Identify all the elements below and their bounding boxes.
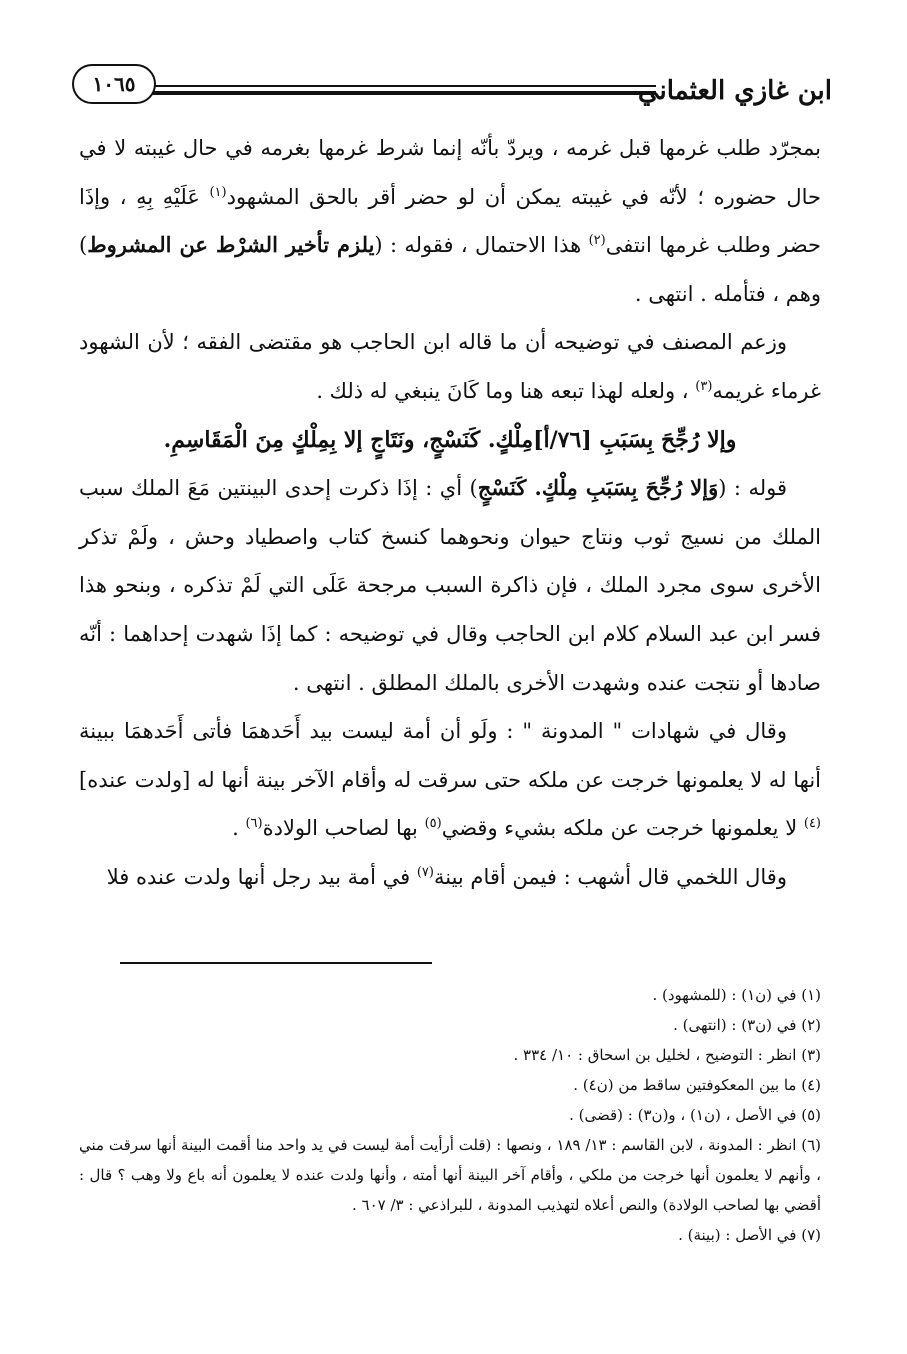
footnotes: [79, 980, 821, 1250]
paragraph-1: [79, 124, 821, 318]
paragraph-text: ) أي : إذَا ذكرت إحدى البينتين مَعَ الملك سبب الملك من نسيج ثوب ونتاج حيوان ونحوهما كنسخ كتاب واصطياد وحش ، ولَمْ تذكر الأخرى سوى مجرد الملك ، فإن ذاكرة السبب مرجحة عَلَى التي لَمْ تذكره ، وبنحو هذا فسر ابن عبد السلام كلام ابن الحاجب وقال في توضيحه : كما إذَا شهدت إحداهما : أنّه صادها أو نتجت عنده وشهدت الأخرى بالملك المطلق . انتهى .: [79, 476, 821, 695]
paragraph-text: ) وهم ، فتأمله . انتهى .: [79, 233, 821, 306]
paragraph-text: لا يعلمونها خرجت عن ملكه بشيء وقضي: [441, 816, 804, 841]
footnote-ref-6: (٦): [245, 816, 263, 832]
footnote-2: (٢) في (ن٣) : (انتهى) .: [673, 1016, 821, 1034]
matn-verse: وإلا رُجِّحَ بِسَبَبِ [٧٦/أ]مِلْكٍ. كَنَسْجٍ، ونَتَاجٍ إلا بِمِلْكٍ مِنَ الْمَقَاسِمِ.: [163, 426, 737, 453]
paragraph-text: في أمة بيد رجل أنها ولدت عنده فلا: [106, 864, 417, 889]
footnote-ref-7: (٧): [416, 864, 434, 880]
header-rule: [152, 85, 656, 87]
page-number: ١٠٦٥: [72, 64, 156, 104]
footnote-6: (٦) انظر : المدونة ، لابن القاسم : ١٣/ ١٨٩ ، ونصها : (قلت أرأيت أمة ليست في يد واحد منا أقمت البينة أنها سرقت مني ، وأنهم لا يعلمون أنها خرجت من ملكي ، وأقام آخر البينة أنها أمته ، وأنها ولدت عنده لا يعلمون أنه باع ولا وهب ؟ قال : أقضي بها لصاحب الولادة) والنص أعلاه لتهذيب المدونة ، للبراذعي : ٣/ ٦٠٧ .: [79, 1136, 821, 1214]
paragraph-text: وزعم المصنف في توضيحه أن ما قاله ابن الحاجب هو مقتضى الفقه ؛ لأن الشهود غرماء غريمه: [79, 330, 821, 403]
footnote-separator: [120, 962, 432, 964]
quoted-text: يلزم تأخير الشرْط عن المشروط: [87, 232, 375, 258]
paragraph-3: [79, 464, 821, 707]
footnote-4: (٤) ما بين المعكوفتين ساقط من (ن٤) .: [573, 1076, 821, 1094]
paragraph-text: هذا الاحتمال ، فقوله : (: [374, 233, 589, 258]
running-title: ابن غازي العثماني: [637, 76, 832, 106]
page-header: [72, 58, 832, 118]
footnote-3: (٣) انظر : التوضيح ، لخليل بن اسحاق : ١٠/ ٣٣٤ .: [513, 1046, 821, 1064]
footnote-ref-5: (٥): [424, 816, 442, 832]
footnote-ref-3: (٣): [695, 378, 713, 394]
paragraph-text: قوله : (: [718, 476, 788, 501]
paragraph-text: ، ولعله لهذا تبعه هنا وما كَانَ ينبغي له ذلك .: [316, 378, 696, 403]
quoted-text: وَإلا رُجِّحَ بِسَبَبِ مِلْكٍ. كَنَسْجٍ: [477, 475, 719, 501]
footnote-ref-4: (٤): [803, 816, 821, 832]
paragraph-5: [79, 853, 821, 902]
paragraph-text: وقال اللخمي قال أشهب : فيمن أقام بينة: [433, 864, 787, 889]
paragraph-text: .: [232, 816, 246, 841]
footnote-7: (٧) في الأصل : (بينة) .: [678, 1226, 821, 1244]
footnote-ref-2: (٢): [588, 233, 606, 249]
main-text: [79, 124, 821, 902]
paragraph-text: بها لصاحب الولادة: [262, 816, 425, 841]
paragraph-2: [79, 318, 821, 415]
paragraph-text: بمجرّد طلب غرمها قبل غرمه ، ويردّ بأنّه إنما شرط غرمها بغرمه في حال غيبته لا في حال حضوره ؛ لأنّه في غيبته يمكن أن لو حضر أقر بالحق المشهود: [79, 136, 822, 209]
paragraph-text: وقال في شهادات " المدونة " : ولَو أن أمة ليست بيد أَحَدهمَا فأتى أَحَدهمَا ببينة أنها له لا يعلمونها خرجت عن ملكه حتى سرقت له وأقام الآخر بينة أنها له [ولدت عنده]: [79, 719, 821, 792]
footnote-1: (١) في (ن١) : (للمشهود) .: [652, 986, 821, 1004]
footnote-5: (٥) في الأصل ، (ن١) ، و(ن٣) : (قضى) .: [569, 1106, 821, 1124]
footnote-ref-1: (١): [209, 184, 227, 200]
paragraph-4: [79, 707, 821, 853]
paragraph-text: عَلَيْهِ بِهِ ، وإذَا حضر وطلب غرمها انتفى: [79, 184, 822, 258]
